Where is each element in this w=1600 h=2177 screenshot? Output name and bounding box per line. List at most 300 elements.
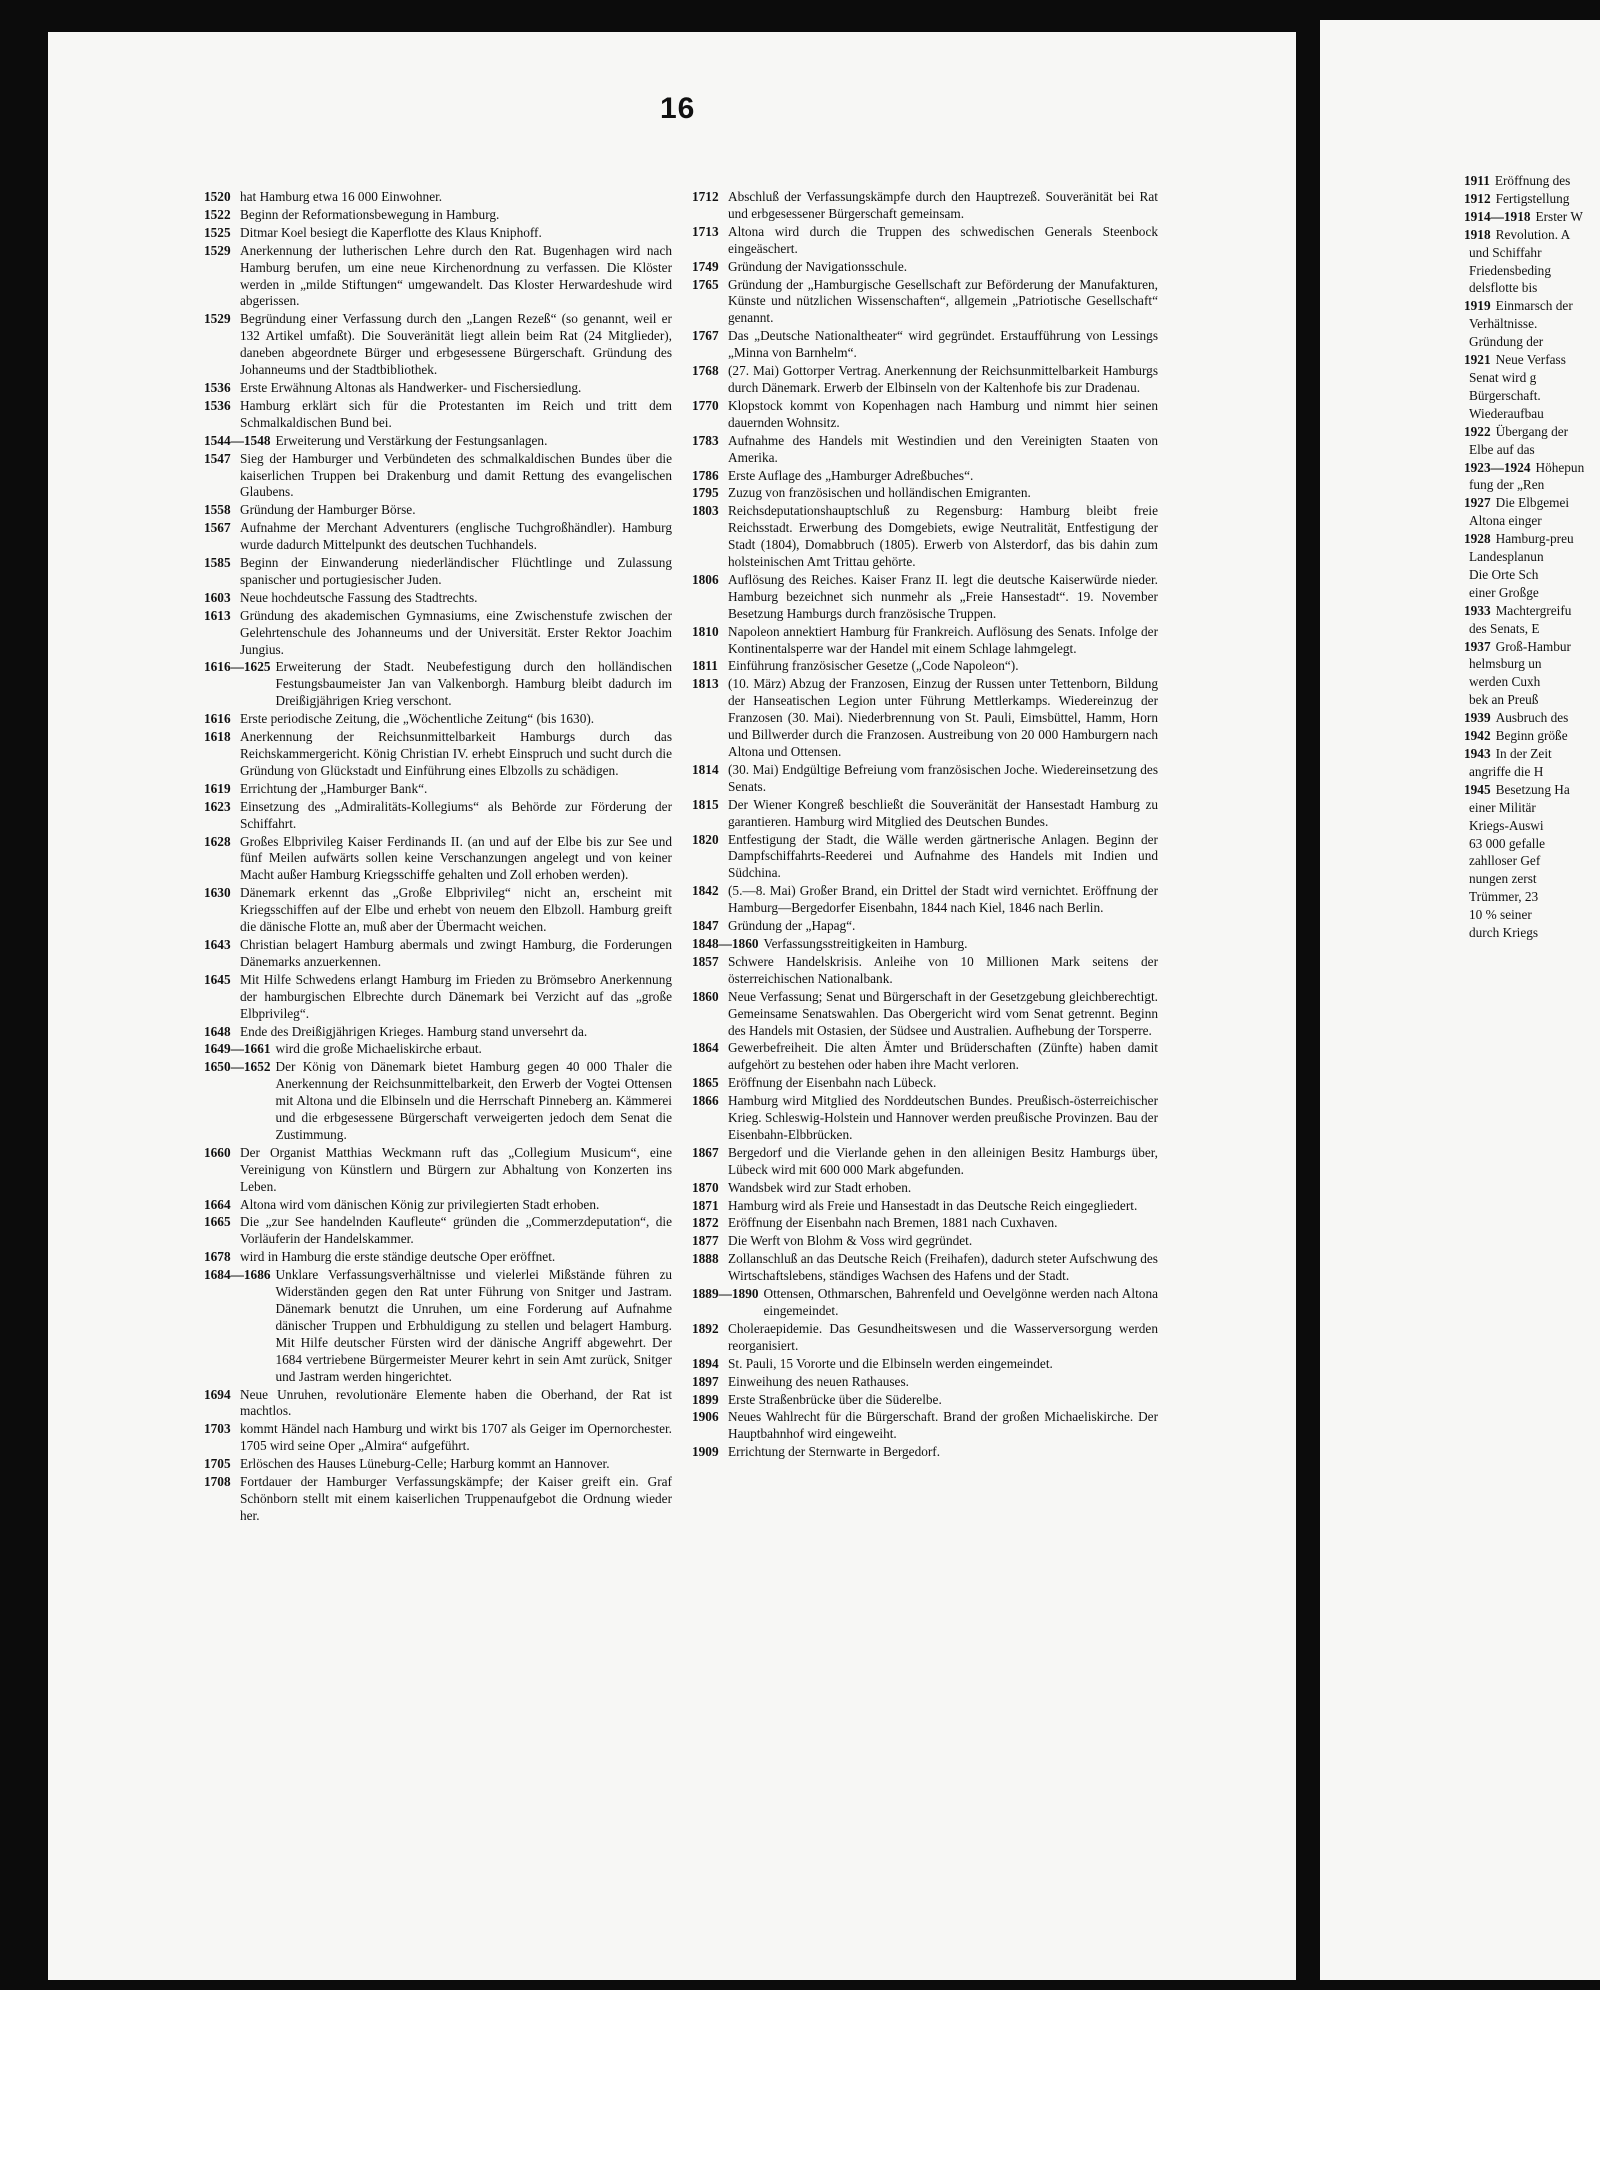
entry-text: Erweiterung und Verstärkung der Festungsanlagen. [275, 432, 548, 448]
entry-text: Auflösung des Reiches. Kaiser Franz II. legt die deutsche Kaiserwürde nieder. Hamburg bezeichnet sich nunmehr als „Freie Hansestadt“. 19. November Besetzung Hamburgs durch französische Truppen. [728, 571, 1158, 621]
entry-text: Schwere Handelskrisis. Anleihe von 10 Millionen Mark seitens der österreichischen Nationalbank. [728, 953, 1158, 986]
entry-text: durch Kriegs [1469, 925, 1539, 941]
chronology-entry [692, 658, 1158, 675]
entry-text: und Schiffahr [1469, 244, 1542, 260]
entry-year: 1939 [1464, 710, 1491, 726]
chronology-entry [1464, 531, 1600, 548]
entry-text: Die Elbgemei [1495, 495, 1570, 511]
entry-year: 1810 [692, 623, 719, 639]
entry-year: 1558 [204, 502, 231, 518]
chronology-entry [204, 433, 672, 450]
chronology-entry [1464, 925, 1600, 942]
entry-text: Ausbruch des [1495, 710, 1569, 726]
entry-text: Anerkennung der Reichsunmittelbarkeit Hamburgs durch das Reichskammergericht. König Christian IV. erhebt Einspruch und sucht durch die Gründung von Glückstadt und Einführung eines Elbzolls zu schädigen. [240, 729, 672, 778]
entry-text: Altona wird vom dänischen König zur privilegierten Stadt erhoben. [240, 1196, 600, 1212]
chronology-entry [204, 1474, 672, 1525]
chronology-entry [692, 918, 1158, 935]
chronology-entry [1464, 477, 1600, 494]
entry-text: delsflotte bis [1469, 280, 1538, 296]
chronology-entry [204, 311, 672, 379]
chronology-entry [204, 659, 672, 710]
entry-year: 1770 [692, 397, 719, 413]
entry-year: 1649—1661 [204, 1041, 271, 1057]
entry-text: werden Cuxh [1469, 674, 1541, 690]
entry-year: 1945 [1464, 781, 1491, 797]
chronology-entry [1464, 352, 1600, 369]
entry-year: 1522 [204, 206, 231, 222]
entry-text: Gründung der Hamburger Börse. [240, 502, 416, 518]
entry-year: 1842 [692, 883, 719, 899]
chronology-entry [692, 989, 1158, 1040]
entry-year: 1865 [692, 1075, 719, 1091]
entry-year: 1919 [1464, 298, 1491, 314]
entry-year: 1911 [1464, 173, 1490, 188]
chronology-entry [692, 1251, 1158, 1285]
entry-text: Gewerbefreiheit. Die alten Ämter und Brüderschaften (Zünfte) haben damit aufgehört zu bestehen oder haben ihre Macht verloren. [728, 1040, 1158, 1073]
chronology-entry [692, 572, 1158, 623]
entry-year: 1767 [692, 328, 719, 344]
entry-year: 1870 [692, 1179, 719, 1195]
entry-year: 1623 [204, 798, 231, 814]
chronology-entry [204, 225, 672, 242]
chronology-entry [1464, 656, 1600, 673]
chronology-entry [204, 502, 672, 519]
chronology-entry [1464, 263, 1600, 280]
entry-text: St. Pauli, 15 Vororte und die Elbinseln werden eingemeindet. [728, 1355, 1053, 1371]
entry-year: 1616—1625 [204, 659, 271, 675]
chronology-entry [692, 1374, 1158, 1391]
chronology-entry [204, 799, 672, 833]
chronology-entry [692, 328, 1158, 362]
chronology-entry [1464, 853, 1600, 870]
chronology-column-3-partial [1464, 173, 1600, 943]
entry-text: Erste Auflage des „Hamburger Adreßbuches“. [728, 467, 974, 483]
entry-year: 1923—1924 [1464, 459, 1531, 475]
entry-text: Einführung französischer Gesetze („Code Napoleon“). [728, 658, 1019, 674]
entry-year: 1899 [692, 1391, 719, 1407]
entry-text: 10 % seiner [1469, 907, 1532, 923]
entry-text: 63 000 gefalle [1469, 835, 1546, 851]
entry-text: nungen zerst [1469, 871, 1537, 887]
entry-text: des Senats, E [1469, 620, 1540, 636]
entry-text: kommt Händel nach Hamburg und wirkt bis 1707 als Geiger im Opernorchester. 1705 wird seine Oper „Almira“ aufgeführt. [240, 1421, 672, 1454]
entry-year: 1705 [204, 1456, 231, 1472]
entry-year: 1912 [1464, 190, 1491, 206]
chronology-entry [1464, 424, 1600, 441]
entry-year: 1585 [204, 555, 231, 571]
entry-year: 1613 [204, 607, 231, 623]
entry-year: 1768 [692, 363, 719, 379]
chronology-entry [204, 1456, 672, 1473]
entry-text: Neues Wahlrecht für die Bürgerschaft. Brand der großen Michaeliskirche. Der Hauptbahnhof wird eingeweiht. [728, 1409, 1158, 1442]
chronology-entry [692, 1409, 1158, 1443]
chronology-entry [1464, 298, 1600, 315]
entry-text: Hamburg erklärt sich für die Protestanten im Reich und tritt dem Schmalkaldischen Bund bei. [240, 397, 672, 430]
chronology-entry [1464, 639, 1600, 656]
entry-year: 1906 [692, 1409, 719, 1425]
chronology-entry [204, 555, 672, 589]
chronology-entry [1464, 603, 1600, 620]
chronology-entry [692, 503, 1158, 571]
chronology-entry [1464, 513, 1600, 530]
entry-text: Erweiterung der Stadt. Neubefestigung durch den holländischen Festungsbaumeister Jan van Valkenborgh. Hamburg bleibt dadurch im Dreißigjährigen Krieg verschont. [275, 659, 672, 709]
entry-text: einer Militär [1469, 799, 1536, 815]
entry-year: 1867 [692, 1144, 719, 1160]
chronology-entry [692, 485, 1158, 502]
entry-year: 1749 [692, 258, 719, 274]
entry-year: 1909 [692, 1444, 719, 1460]
entry-text: Bürgerschaft. [1469, 387, 1541, 403]
chronology-entry [1464, 836, 1600, 853]
entry-year: 1933 [1464, 602, 1491, 618]
entry-year: 1872 [692, 1215, 719, 1231]
entry-text: Zuzug von französischen und holländischen Emigranten. [728, 485, 1031, 501]
entry-text: Eröffnung des [1494, 173, 1571, 188]
entry-year: 1645 [204, 971, 231, 987]
chronology-entry [692, 624, 1158, 658]
entry-text: Bergedorf und die Vierlande gehen in den alleinigen Besitz Hamburgs über, Lübeck wird mit 600 000 Mark abgefunden. [728, 1144, 1158, 1177]
entry-text: Landesplanun [1469, 549, 1544, 565]
entry-text: Begründung einer Verfassung durch den „Langen Rezeß“ (so genannt, weil er 132 Artikel umfaßt). Die Souveränität liegt allein beim Rat (24 Mitglieder), daneben abgeordnete Bürger und erbgesessene Bürgerschaft. Gründung des Johanneums und der Stadtbibliothek. [240, 311, 672, 378]
chronology-entry [204, 1249, 672, 1266]
chronology-entry [204, 1041, 672, 1058]
chronology-entry [1464, 334, 1600, 351]
entry-text: Übergang der [1495, 423, 1569, 439]
entry-text: Altona einger [1469, 513, 1542, 529]
chronology-entry [692, 1392, 1158, 1409]
chronology-entry [1464, 800, 1600, 817]
entry-year: 1866 [692, 1093, 719, 1109]
entry-year: 1918 [1464, 226, 1491, 242]
chronology-entry [1464, 370, 1600, 387]
entry-text: Neue Unruhen, revolutionäre Elemente haben die Oberhand, der Rat ist machtlos. [240, 1386, 672, 1419]
entry-text: (10. März) Abzug der Franzosen, Einzug der Russen unter Tettenborn, Bildung der Hanseatischen Legion unter Führung Mettlerkamps. Wiedereinzug der Franzosen (30. Mai). Niederbrennung von St. Pauli, Eimsbüttel, Hamm, Horn und Billwerder durch die Franzosen. Austreibung von 20 000 Hamburgern nach Altona und Ottensen. [728, 676, 1158, 759]
entry-year: 1547 [204, 450, 231, 466]
entry-text: Die Werft von Blohm & Voss wird gegründet. [728, 1233, 973, 1249]
entry-text: Beginn der Einwanderung niederländischer Flüchtlinge und Zulassung spanischer und portugiesischer Juden. [240, 555, 672, 587]
chronology-entry [204, 1145, 672, 1196]
chronology-entry [204, 1267, 672, 1385]
chronology-entry [1464, 692, 1600, 709]
entry-year: 1664 [204, 1196, 231, 1212]
entry-year: 1665 [204, 1214, 231, 1230]
entry-text: Groß-Hambur [1495, 638, 1571, 654]
entry-year: 1616 [204, 711, 231, 727]
entry-year: 1815 [692, 796, 719, 812]
entry-year: 1544—1548 [204, 432, 271, 448]
entry-text: Verhältnisse. [1469, 316, 1538, 332]
entry-year: 1921 [1464, 352, 1491, 368]
entry-year: 1860 [692, 988, 719, 1004]
chronology-entry [1464, 191, 1600, 208]
chronology-entry [692, 224, 1158, 258]
entry-text: Einsetzung des „Admiralitäts-Kollegiums“ als Behörde zur Förderung der Schiffahrt. [240, 798, 672, 831]
chronology-entry [204, 243, 672, 311]
entry-year: 1648 [204, 1023, 231, 1039]
chronology-entry [1464, 746, 1600, 763]
entry-year: 1618 [204, 729, 231, 745]
entry-year: 1814 [692, 761, 719, 777]
entry-text: Erste Straßenbrücke über die Süderelbe. [728, 1391, 942, 1407]
chronology-entry [204, 398, 672, 432]
entry-year: 1848—1860 [692, 935, 759, 951]
entry-text: Errichtung der Sternwarte in Bergedorf. [728, 1444, 941, 1460]
entry-text: Erster W [1535, 208, 1583, 224]
entry-year: 1603 [204, 589, 231, 605]
entry-text: Gründung der „Hapag“. [728, 918, 856, 934]
entry-text: Zollanschluß an das Deutsche Reich (Freihafen), dadurch steter Aufschwung des Wirtschaftslebens, ständiges Wachsen des Hafens und der Stadt. [728, 1251, 1158, 1284]
entry-year: 1708 [204, 1474, 231, 1490]
entry-text: Altona wird durch die Truppen des schwedischen Generals Steenbock eingeäschert. [728, 223, 1158, 256]
entry-text: Hamburg-preu [1495, 531, 1574, 547]
chronology-entry [1464, 818, 1600, 835]
entry-text: Beginn der Reformationsbewegung in Hamburg. [240, 206, 500, 222]
chronology-entry [1464, 316, 1600, 333]
chronology-entry [1464, 764, 1600, 781]
chronology-entry [204, 1387, 672, 1421]
entry-text: Errichtung der „Hamburger Bank“. [240, 780, 428, 796]
entry-text: Dänemark erkennt das „Große Elbprivileg“ nicht an, erscheint mit Kriegsschiffen auf der Elbe und erhebt von neuem den Elbzoll. Hamburg greift die dänische Flotte an, muß aber der Übermacht weichen. [240, 885, 672, 935]
chronology-entry [1464, 227, 1600, 244]
chronology-entry [204, 451, 672, 502]
entry-year: 1922 [1464, 423, 1491, 439]
entry-text: Der Wiener Kongreß beschließt die Souveränität der Hansestadt Hamburg zu garantieren. Hamburg wird Mitglied des Deutschen Bundes. [728, 796, 1158, 829]
entry-year: 1892 [692, 1320, 719, 1336]
chronology-entry [1464, 621, 1600, 638]
chronology-entry [204, 520, 672, 554]
chronology-entry [1464, 889, 1600, 906]
entry-year: 1628 [204, 833, 231, 849]
entry-text: Fertigstellung [1495, 190, 1570, 206]
chronology-entry [1464, 871, 1600, 888]
entry-year: 1619 [204, 780, 231, 796]
chronology-entry [692, 832, 1158, 883]
chronology-entry [692, 1145, 1158, 1179]
chronology-entry [1464, 907, 1600, 924]
chronology-entry [1464, 280, 1600, 297]
entry-text: In der Zeit [1495, 746, 1552, 761]
entry-text: einer Großge [1469, 584, 1539, 600]
entry-year: 1567 [204, 520, 231, 536]
entry-text: Hamburg wird als Freie und Hansestadt in das Deutsche Reich eingegliedert. [728, 1197, 1138, 1213]
chronology-entry [1464, 209, 1600, 226]
chronology-entry [692, 363, 1158, 397]
entry-year: 1820 [692, 831, 719, 847]
entry-year: 1713 [692, 223, 719, 239]
entry-year: 1928 [1464, 531, 1491, 547]
entry-text: Erste periodische Zeitung, die „Wöchentliche Zeitung“ (bis 1630). [240, 711, 595, 727]
entry-text: Christian belagert Hamburg abermals und zwingt Hamburg, die Forderungen Dänemarks anzuerkennen. [240, 936, 672, 969]
chronology-entry [204, 937, 672, 971]
entry-text: hat Hamburg etwa 16 000 Einwohner. [240, 189, 443, 204]
entry-year: 1864 [692, 1040, 719, 1056]
entry-text: Anerkennung der lutherischen Lehre durch den Rat. Bugenhagen wird nach Hamburg berufen, um eine neue Kirchenordnung zu verfassen. Die Klöster werden in „milde Stiftungen“ umgewandelt. Das Kloster Herwardeshude wird abgerissen. [240, 242, 672, 309]
page-number: 16 [660, 92, 696, 125]
entry-text: Erste Erwähnung Altonas als Handwerker- und Fischersiedlung. [240, 379, 582, 395]
entry-text: Hamburg wird Mitglied des Norddeutschen Bundes. Preußisch-österreichischer Krieg. Schleswig-Holstein und Hannover werden preußische Provinzen. Bau der Eisenbahn-Elbbrücken. [728, 1093, 1158, 1142]
entry-text: Einmarsch der [1495, 298, 1573, 314]
chronology-entry [1464, 567, 1600, 584]
entry-year: 1536 [204, 397, 231, 413]
entry-year: 1811 [692, 658, 718, 674]
entry-year: 1643 [204, 936, 231, 952]
entry-year: 1847 [692, 918, 719, 934]
entry-year: 1813 [692, 676, 719, 692]
entry-text: Trümmer, 23 [1469, 889, 1539, 905]
entry-text: Ottensen, Othmarschen, Bahrenfeld und Oevelgönne werden nach Altona eingemeindet. [763, 1286, 1158, 1318]
entry-text: Entfestigung der Stadt, die Wälle werden gärtnerische Anlagen. Beginn der Dampfschiffahrts-Reederei und Aufnahme des Handels mit Indien und Südchina. [728, 831, 1158, 881]
entry-text: Neue Verfass [1495, 352, 1566, 368]
entry-year: 1660 [204, 1144, 231, 1160]
chronology-entry [204, 834, 672, 885]
entry-text: Ditmar Koel besiegt die Kaperflotte des Klaus Kniphoff. [240, 224, 542, 240]
entry-text: Wiederaufbau [1469, 405, 1544, 421]
entry-year: 1630 [204, 885, 231, 901]
entry-text: Abschluß der Verfassungskämpfe durch den Hauptrezeß. Souveränität bei Rat und erbgesessener Bürgerschaft gemeinsam. [728, 189, 1158, 221]
chronology-entry [204, 885, 672, 936]
entry-year: 1525 [204, 224, 231, 240]
entry-text: Beginn größe [1495, 728, 1568, 744]
entry-text: Neue hochdeutsche Fassung des Stadtrechts. [240, 589, 478, 605]
entry-text: Großes Elbprivileg Kaiser Ferdinands II. (an und auf der Elbe bis zur See und fünf Meilen aufwärts sollen keine Verschanzungen angelegt und von keiner Macht außer Hamburg Kriegsschiffe gehalten und Zoll erhoben werden). [240, 833, 672, 883]
entry-year: 1678 [204, 1249, 231, 1265]
entry-year: 1937 [1464, 638, 1491, 654]
chronology-entry [692, 1180, 1158, 1197]
chronology-entry [204, 1214, 672, 1248]
chronology-entry [692, 1215, 1158, 1232]
entry-text: Gründung der „Hamburgische Gesellschaft zur Beförderung der Manufakturen, Künste und nützlichen Wissenschaften“, allgemein „Patriotische Gesellschaft“ genannt. [728, 276, 1158, 326]
entry-text: Klopstock kommt von Kopenhagen nach Hamburg und nimmt hier seinen dauernden Wohnsitz. [728, 397, 1158, 430]
entry-year: 1927 [1464, 495, 1491, 511]
chronology-entry [692, 189, 1158, 223]
entry-text: Eröffnung der Eisenbahn nach Bremen, 1881 nach Cuxhaven. [728, 1215, 1058, 1231]
chronology-entry [1464, 388, 1600, 405]
entry-year: 1684—1686 [204, 1267, 271, 1283]
entry-text: Choleraepidemie. Das Gesundheitswesen und die Wasserversorgung werden reorganisiert. [728, 1320, 1158, 1353]
chronology-entry [204, 1421, 672, 1455]
entry-text: Napoleon annektiert Hamburg für Frankreich. Auflösung des Senats. Infolge der Kontinentalsperre war der Handel mit einem Schlage lahmgelegt. [728, 623, 1158, 656]
chronology-entry [1464, 674, 1600, 691]
entry-text: Verfassungsstreitigkeiten in Hamburg. [763, 935, 968, 951]
chronology-column-1 [204, 189, 672, 1526]
entry-text: Gründung der Navigationsschule. [728, 258, 908, 274]
chronology-entry [692, 259, 1158, 276]
chronology-entry [204, 972, 672, 1023]
entry-text: Machtergreifu [1495, 602, 1572, 618]
chronology-entry [692, 433, 1158, 467]
chronology-entry [204, 1197, 672, 1214]
entry-text: Der König von Dänemark bietet Hamburg gegen 40 000 Thaler die Anerkennung der Reichsunmittelbarkeit, den Erwerb der Vogtei Ottensen mit Altona und die Elbinseln und die Herrschaft Pinneberg an. Kämmerei und die erbgesessene Bürgerschaft verweigerten jedoch dem Senat die Zustimmung. [275, 1059, 672, 1142]
entry-text: Höhepun [1535, 459, 1585, 475]
chronology-entry [692, 398, 1158, 432]
entry-year: 1650—1652 [204, 1059, 271, 1075]
entry-text: Fortdauer der Hamburger Verfassungskämpfe; der Kaiser greift ein. Graf Schönborn stellt mit einem kaiserlichen Truppenaufgebot die Ordnung wieder her. [240, 1474, 672, 1523]
entry-text: wird die große Michaeliskirche erbaut. [275, 1041, 482, 1057]
entry-text: Besetzung Ha [1495, 781, 1570, 797]
chronology-entry [692, 1093, 1158, 1144]
entry-year: 1897 [692, 1373, 719, 1389]
chronology-entry [692, 762, 1158, 796]
chronology-entry [1464, 245, 1600, 262]
entry-text: Gründung des akademischen Gymnasiums, eine Zwischenstufe zwischen der Gelehrtenschule des Johanneums und der Universität. Erster Rektor Joachim Jungius. [240, 607, 672, 657]
chronology-entry [204, 189, 672, 206]
chronology-entry [1464, 406, 1600, 423]
entry-text: Elbe auf das [1469, 441, 1535, 457]
chronology-entry [204, 590, 672, 607]
entry-text: Einweihung des neuen Rathauses. [728, 1373, 909, 1389]
entry-text: bek an Preuß [1469, 692, 1539, 708]
chronology-entry [692, 277, 1158, 328]
entry-year: 1520 [204, 189, 231, 204]
chronology-entry [692, 1075, 1158, 1092]
entry-text: Friedensbeding [1469, 262, 1551, 278]
entry-year: 1795 [692, 485, 719, 501]
entry-year: 1783 [692, 432, 719, 448]
chronology-entry [204, 781, 672, 798]
entry-year: 1942 [1464, 728, 1491, 744]
chronology-column-2 [692, 189, 1158, 1462]
entry-year: 1894 [692, 1355, 719, 1371]
chronology-entry [204, 711, 672, 728]
entry-text: Eröffnung der Eisenbahn nach Lübeck. [728, 1075, 937, 1091]
entry-text: (5.—8. Mai) Großer Brand, ein Drittel der Stadt wird vernichtet. Eröffnung der Hamburg—Bergedorfer Eisenbahn, 1844 nach Kiel, 1846 nach Berlin. [728, 883, 1158, 916]
entry-text: wird in Hamburg die erste ständige deutsche Oper eröffnet. [240, 1249, 556, 1265]
entry-year: 1765 [692, 276, 719, 292]
chronology-entry [204, 729, 672, 780]
chronology-entry [1464, 173, 1600, 190]
chronology-entry [204, 608, 672, 659]
entry-text: helmsburg un [1469, 656, 1542, 672]
entry-text: Die Orte Sch [1469, 566, 1539, 582]
chronology-entry [692, 468, 1158, 485]
entry-text: Senat wird g [1469, 369, 1537, 385]
entry-text: Unklare Verfassungsverhältnisse und vielerlei Mißstände führen zu Widerständen gegen den Rat unter Führung von Snitger und Jastram. Dänemark benutzt die Unruhen, um eine Forderung auf Aufnahme dänischer Truppen und Erbhuldigung zu stellen und belagert Hamburg. Mit Hilfe deutscher Fürsten wird der dänische Angriff abgewehrt. Der 1684 vertriebene Bürgermeister Meurer kehrt in sein Amt zurück, Snitger und Jastram werden hingerichtet. [275, 1267, 672, 1384]
entry-year: 1536 [204, 379, 231, 395]
entry-year: 1888 [692, 1251, 719, 1267]
entry-year: 1914—1918 [1464, 208, 1531, 224]
entry-text: Die „zur See handelnden Kaufleute“ gründen die „Commerzdeputation“, die Vorläuferin der Handelskammer. [240, 1214, 672, 1247]
chronology-entry [204, 380, 672, 397]
chronology-entry [1464, 460, 1600, 477]
entry-year: 1703 [204, 1421, 231, 1437]
entry-text: Der Organist Matthias Weckmann ruft das „Collegium Musicum“, eine Vereinigung von Künstlern und Bürgern zur Abhaltung von Konzerten ins Leben. [240, 1144, 672, 1194]
chronology-entry [1464, 495, 1600, 512]
chronology-entry [1464, 442, 1600, 459]
chronology-entry [1464, 782, 1600, 799]
entry-year: 1877 [692, 1233, 719, 1249]
entry-text: Mit Hilfe Schwedens erlangt Hamburg im Frieden zu Brömsebro Anerkennung der hamburgischen Elbrechte durch Dänemark bei Verzicht auf das „große Elbprivileg“. [240, 971, 672, 1021]
entry-year: 1786 [692, 467, 719, 483]
chronology-entry [692, 1198, 1158, 1215]
chronology-entry [1464, 585, 1600, 602]
chronology-entry [692, 936, 1158, 953]
entry-text: Das „Deutsche Nationaltheater“ wird gegründet. Erstaufführung von Lessings „Minna von Barnhelm“. [728, 328, 1158, 361]
chronology-entry [692, 797, 1158, 831]
entry-text: Neue Verfassung; Senat und Bürgerschaft in der Gesetzgebung gleichberechtigt. Gemeinsame Senatswahlen. Das Obergericht wird vom Senat getrennt. Beginn des Handels mit Ostasien, der Südsee und Australien. Aufhebung der Torsperre. [728, 988, 1158, 1038]
chronology-entry [692, 954, 1158, 988]
entry-text: Revolution. A [1495, 226, 1571, 242]
chronology-entry [692, 1444, 1158, 1461]
entry-text: Gründung der [1469, 334, 1544, 350]
entry-year: 1943 [1464, 746, 1491, 761]
entry-text: fung der „Ren [1469, 477, 1545, 493]
chronology-entry [204, 207, 672, 224]
entry-year: 1529 [204, 242, 231, 258]
entry-text: Reichsdeputationshauptschluß zu Regensburg: Hamburg bleibt freie Reichsstadt. Erwerbung des Domgebiets, ewige Neutralität, Entfestigung der Stadt (1804), Domabbruch (1805). Erwerb von Alsterdorf, das bis dahin zum holsteinischen Amt Trittau gehörte. [728, 503, 1158, 570]
entry-text: Erlöschen des Hauses Lüneburg-Celle; Harburg kommt an Hannover. [240, 1456, 610, 1472]
entry-text: Ende des Dreißigjährigen Krieges. Hamburg stand unversehrt da. [240, 1023, 588, 1039]
chronology-entry [692, 676, 1158, 761]
